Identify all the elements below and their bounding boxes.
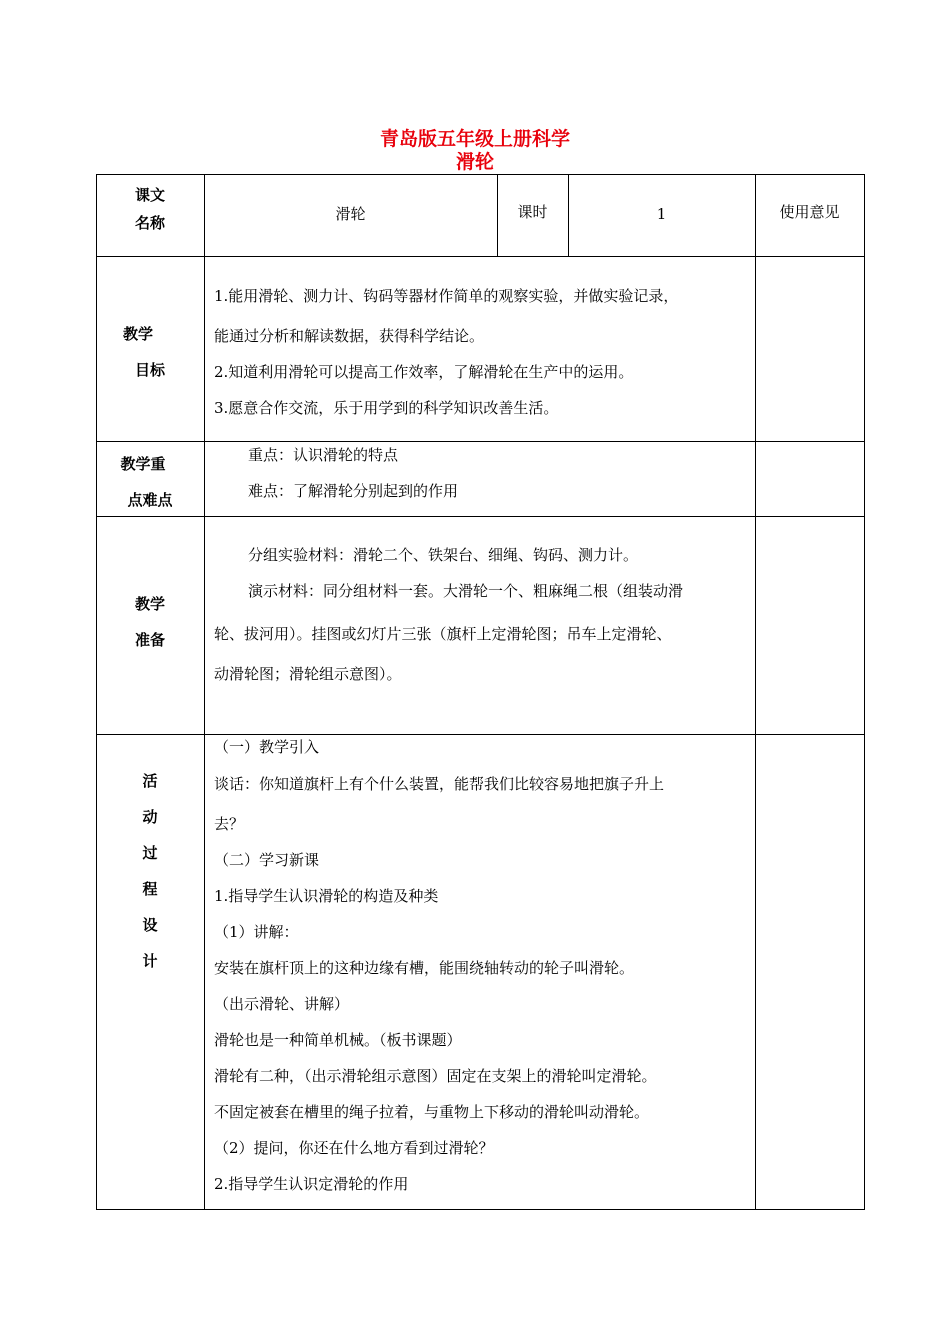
activity-line: 谈话：你知道旗杆上有个什么装置，能帮我们比较容易地把旗子升上 [214,775,665,793]
preparation-line: 轮、拔河用）。挂图或幻灯片三张（旗杆上定滑轮图；吊车上定滑轮、 [214,625,672,643]
notes-label: 使用意见 [779,203,840,221]
activity-line: 滑轮也是一种简单机械。（板书课题） [214,1031,462,1049]
period-value: 1 [656,205,667,223]
activity-line: 去？ [214,815,245,833]
objective-line: 1.能用滑轮、测力计、钩码等器材作简单的观察实验，并做实验记录， [214,287,679,305]
document-subtitle: 滑轮 [455,151,494,173]
label-line: 教学 [122,325,153,343]
keypoint-line: 难点：了解滑轮分别起到的作用 [248,482,459,500]
activity-line: （2）提问，你还在什么地方看到过滑轮？ [214,1139,494,1157]
activity-line: 安装在旗杆顶上的这种边缘有槽，能围绕轴转动的轮子叫滑轮。 [214,959,635,977]
keypoints-label [96,446,204,518]
lesson-name-value: 滑轮 [335,205,366,223]
preparation-line: 演示材料：同分组材料一套。大滑轮一个、粗麻绳二根（组装动滑 [248,582,684,600]
activity-label [96,763,204,979]
label-line: 教学 [134,595,165,613]
label-line: 课文 [134,186,165,204]
objective-line: 3.愿意合作交流，乐于用学到的科学知识改善生活。 [214,399,559,417]
activity-line: 滑轮有二种，（出示滑轮组示意图）固定在支架上的滑轮叫定滑轮。 [214,1067,657,1085]
activity-line: 2.指导学生认识定滑轮的作用 [214,1175,409,1193]
activity-line: （一）教学引入 [214,738,320,756]
objectives-label [96,316,204,388]
label-char: 设 [142,916,158,934]
activity-line: （二）学习新课 [214,851,320,869]
label-char: 过 [142,844,158,862]
activity-line: 1.指导学生认识滑轮的构造及种类 [214,887,439,905]
label-line: 目标 [134,361,165,379]
label-line: 教学重 [120,455,166,473]
objective-line: 能通过分析和解读数据，获得科学结论。 [214,327,485,345]
activity-line: （出示滑轮、讲解） [214,995,350,1013]
activity-line: （1）讲解： [214,923,299,941]
label-char: 动 [142,808,158,826]
preparation-line: 分组实验材料：滑轮二个、铁架台、细绳、钩码、测力计。 [248,546,639,564]
label-char: 程 [142,880,158,898]
activity-line: 不固定被套在槽里的绳子拉着，与重物上下移动的滑轮叫动滑轮。 [214,1103,650,1121]
label-char: 计 [142,952,158,970]
label-char: 活 [142,772,158,790]
label-line: 点难点 [127,491,173,509]
objective-line: 2.知道利用滑轮可以提高工作效率，了解滑轮在生产中的运用。 [214,363,634,381]
keypoint-line: 重点：认识滑轮的特点 [248,446,399,464]
period-label: 课时 [517,203,548,221]
label-line: 名称 [134,214,165,232]
document-title: 青岛版五年级上册科学 [379,128,570,150]
preparation-line: 动滑轮图；滑轮组示意图）。 [214,665,402,683]
lesson-name-label [96,181,204,237]
preparation-label [96,586,204,658]
label-line: 准备 [134,631,165,649]
